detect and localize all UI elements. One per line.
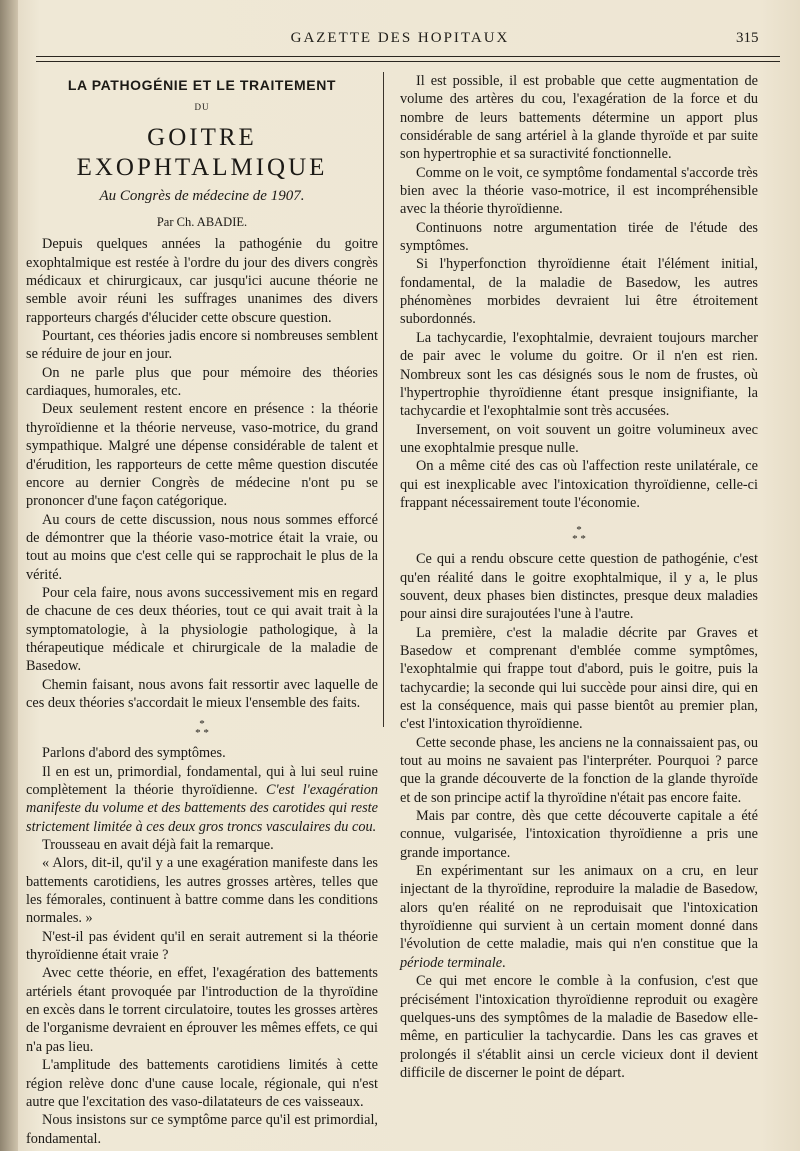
article-author: Par Ch. ABADIE. — [156, 215, 248, 230]
separator-star: * — [199, 718, 205, 731]
section-separator — [26, 720, 378, 738]
paragraph: Inversement, on voit souvent un goitre volumineux avec une exophtalmie presque nulle. — [400, 421, 758, 456]
paragraph: La première, c'est la maladie décrite par Graves et Basedow et comprenant d'emblée comme symptômes, l'exophtalmie qui frappe tout d'abord, puis le goitre, puis la tachycardie; la seconde qui lui succède pour ainsi dire, qui en est la conséquence, mais qui passe bientôt au premier plan, c'est l'intoxication thyroïdienne. — [400, 624, 758, 733]
paragraph: Pourtant, ces théories jadis encore si nombreuses semblent se réduire de jour en jour. — [26, 328, 378, 363]
separator-stars: * * — [572, 533, 586, 546]
paragraph: N'est-il pas évident qu'il en serait autrement si la théorie thyroïdienne était vraie ? — [26, 928, 378, 964]
paragraph: Mais par contre, dès que cette découverte capitale a été connue, vulgarisée, l'intoxication thyroïdienne a pris une grande importance. — [400, 808, 758, 861]
article-main-title: GOITRE EXOPHTALMIQUE — [76, 123, 328, 181]
page-number: 315 — [736, 30, 759, 46]
article-subtitle: Au Congrès de médecine de 1907. — [99, 187, 305, 204]
right-column — [400, 72, 758, 1082]
paragraph: Ce qui a rendu obscure cette question de pathogénie, c'est qu'en réalité dans le goitre exophtalmique, il y a, le plus souvent, deux phases bien distinctes, presque deux maladies pour ainsi dire surajoutées l'une à l'autre. — [400, 551, 758, 623]
paragraph: « Alors, dit-il, qu'il y a une exagération manifeste dans les battements carotidiens, les autres grosses artères, telles que les fémorales, continuent à battre comme dans les conditions normales. » — [26, 855, 378, 927]
paragraph: Pour cela faire, nous avons successivement mis en regard de chacune de ces deux théories, tout ce qui avait trait à la symptomatologie, à la physiologie pathologique, à la thérapeutique médicale et chirurgicale de la maladie de Basedow. — [26, 584, 378, 675]
paragraph: Continuons notre argumentation tirée de l'étude des symptômes. — [400, 219, 758, 255]
paragraph: L'amplitude des battements carotidiens limités à cette région relève donc d'une cause locale, régionale, qui n'est autre que l'excitation des vaso-dilatateurs de ces vaisseaux. — [26, 1057, 378, 1110]
header-rule-thin — [36, 61, 780, 62]
paragraph: Depuis quelques années la pathogénie du goitre exophtalmique est restée à l'ordre du jour des divers congrès médicaux et chirurgicaux, car jusqu'ici aucune théorie ne semble avoir réuni les suffrages unanimes des divers rapporteurs chargés d'élucider cette obscure question. — [26, 236, 378, 326]
paragraph: Si l'hyperfonction thyroïdienne était l'élément initial, fondamental, de la maladie de Basedow, les autres phénomènes morbides devraient lui être étroitement subordonnés. — [400, 256, 758, 328]
header-rule — [36, 56, 780, 57]
paragraph — [400, 862, 758, 972]
separator-star: * — [576, 524, 582, 537]
paragraph: Parlons d'abord des symptômes. — [42, 745, 226, 762]
paragraph: Cette seconde phase, les anciens ne la connaissaient pas, ou tout au moins ne savaient pas l'interpréter. Pourquoi ? parce que la grande découverte de la fonction de la glande thyroïde et de son principe actif la thyroïdine n'était pas encore faite. — [400, 734, 758, 806]
paragraph-text: Il en est un, primordial, fondamental, qui à lui seul ruine complètement la théorie thyroïdienne. — [26, 763, 378, 798]
left-column — [26, 72, 378, 1148]
article-title-du: DU — [194, 102, 210, 113]
paragraph: La tachycardie, l'exophtalmie, devraient toujours marcher de pair avec le volume du goitre. Or il n'en est rien. Nombreux sont les cas désignés sous le nom de frustes, où l'hypertrophie thyroïdienne étant presque insignifiante, la tachycardie et l'exophtalmie sont très accusées. — [400, 329, 758, 420]
paragraph: Il est possible, il est probable que cette augmentation de volume des artères du cou, l'exagération de la force et du nombre de leurs battements détermine un apport plus considérable de sang artériel à la glande thyroïde et par suite son hypertrophie et sa suractivité fonctionnelle. — [400, 73, 758, 163]
paragraph: Nous insistons sur ce symptôme parce qu'il est primordial, fondamental. — [26, 1112, 378, 1147]
paragraph-end: . — [502, 954, 506, 971]
paragraph: Chemin faisant, nous avons fait ressortir avec laquelle de ces deux théories s'accordait le mieux l'ensemble des faits. — [26, 676, 378, 711]
paragraph: Ce qui met encore le comble à la confusion, c'est que précisément l'intoxication thyroïdienne reproduit ou exagère quelques-uns des symptômes de la maladie de Basedow elle-même, en particulier la tachycardie. Dans les cas graves et prolongés il s'établit ainsi un cercle vicieux dont il devient difficile de discerner le point de départ. — [400, 973, 758, 1081]
binding-spine — [0, 0, 18, 1151]
paragraph: On ne parle plus que pour mémoire des théories cardiaques, humorales, etc. — [26, 364, 378, 400]
paragraph — [26, 763, 378, 836]
paragraph-text: En expérimentant sur les animaux on a cru, en leur injectant de la thyroïdine, reproduire la maladie de Basedow, alors qu'en réalité on ne reproduisait que l'intoxication thyroïdienne qui survient à un certain moment donné dans l'évolution de cette maladie, mais qui n'en constitue que la — [400, 863, 758, 953]
section-separator — [400, 526, 758, 544]
emphasis-text: C'est l'exagération manifeste du volume et des battements des carotides qui reste strictement limitée à ces deux gros troncs vasculaires du cou. — [26, 782, 379, 835]
paragraph: Avec cette théorie, en effet, l'exagération des battements artériels étant provoquée par l'introduction de la thyroïdine en excès dans le torrent circulatoire, toutes les grosses artères de l'organisme devraient en éprouver les mêmes effets, ce qui n'a pas lieu. — [26, 965, 378, 1055]
separator-stars: * * — [195, 727, 209, 740]
paragraph: Au cours de cette discussion, nous nous sommes efforcé de démontrer que la théorie vaso-motrice était la vraie, ou tout au moins que c'est celle qui se rapprochait le plus de la vérité. — [26, 511, 378, 583]
running-header: GAZETTE DES HOPITAUX — [290, 30, 510, 46]
paragraph: Comme on le voit, ce symptôme fondamental s'accorde très bien avec la théorie vaso-motrice, il est incompréhensible avec la théorie thyroïdienne. — [400, 164, 758, 218]
article-title: LA PATHOGÉNIE ET LE TRAITEMENT — [67, 77, 337, 93]
emphasis-text: période terminale — [400, 954, 503, 971]
paragraph: On a même cité des cas où l'affection reste unilatérale, ce qui est inexplicable avec l'intoxication thyroïdienne, celle-ci frappant nécessairement toute l'économie. — [400, 458, 758, 511]
column-divider — [383, 72, 384, 727]
paragraph: Trousseau en avait déjà fait la remarque. — [42, 837, 274, 854]
paragraph: Deux seulement restent encore en présence : la théorie thyroïdienne et la théorie nerveuse, vaso-motrice, du grand sympathique. Malgré une dépense considérable de talent et d'érudition, les rapporteurs de cette même question discutée encore au dernier Congrès de médecine n'ont pu se prononcer d'une façon catégorique. — [26, 401, 378, 510]
